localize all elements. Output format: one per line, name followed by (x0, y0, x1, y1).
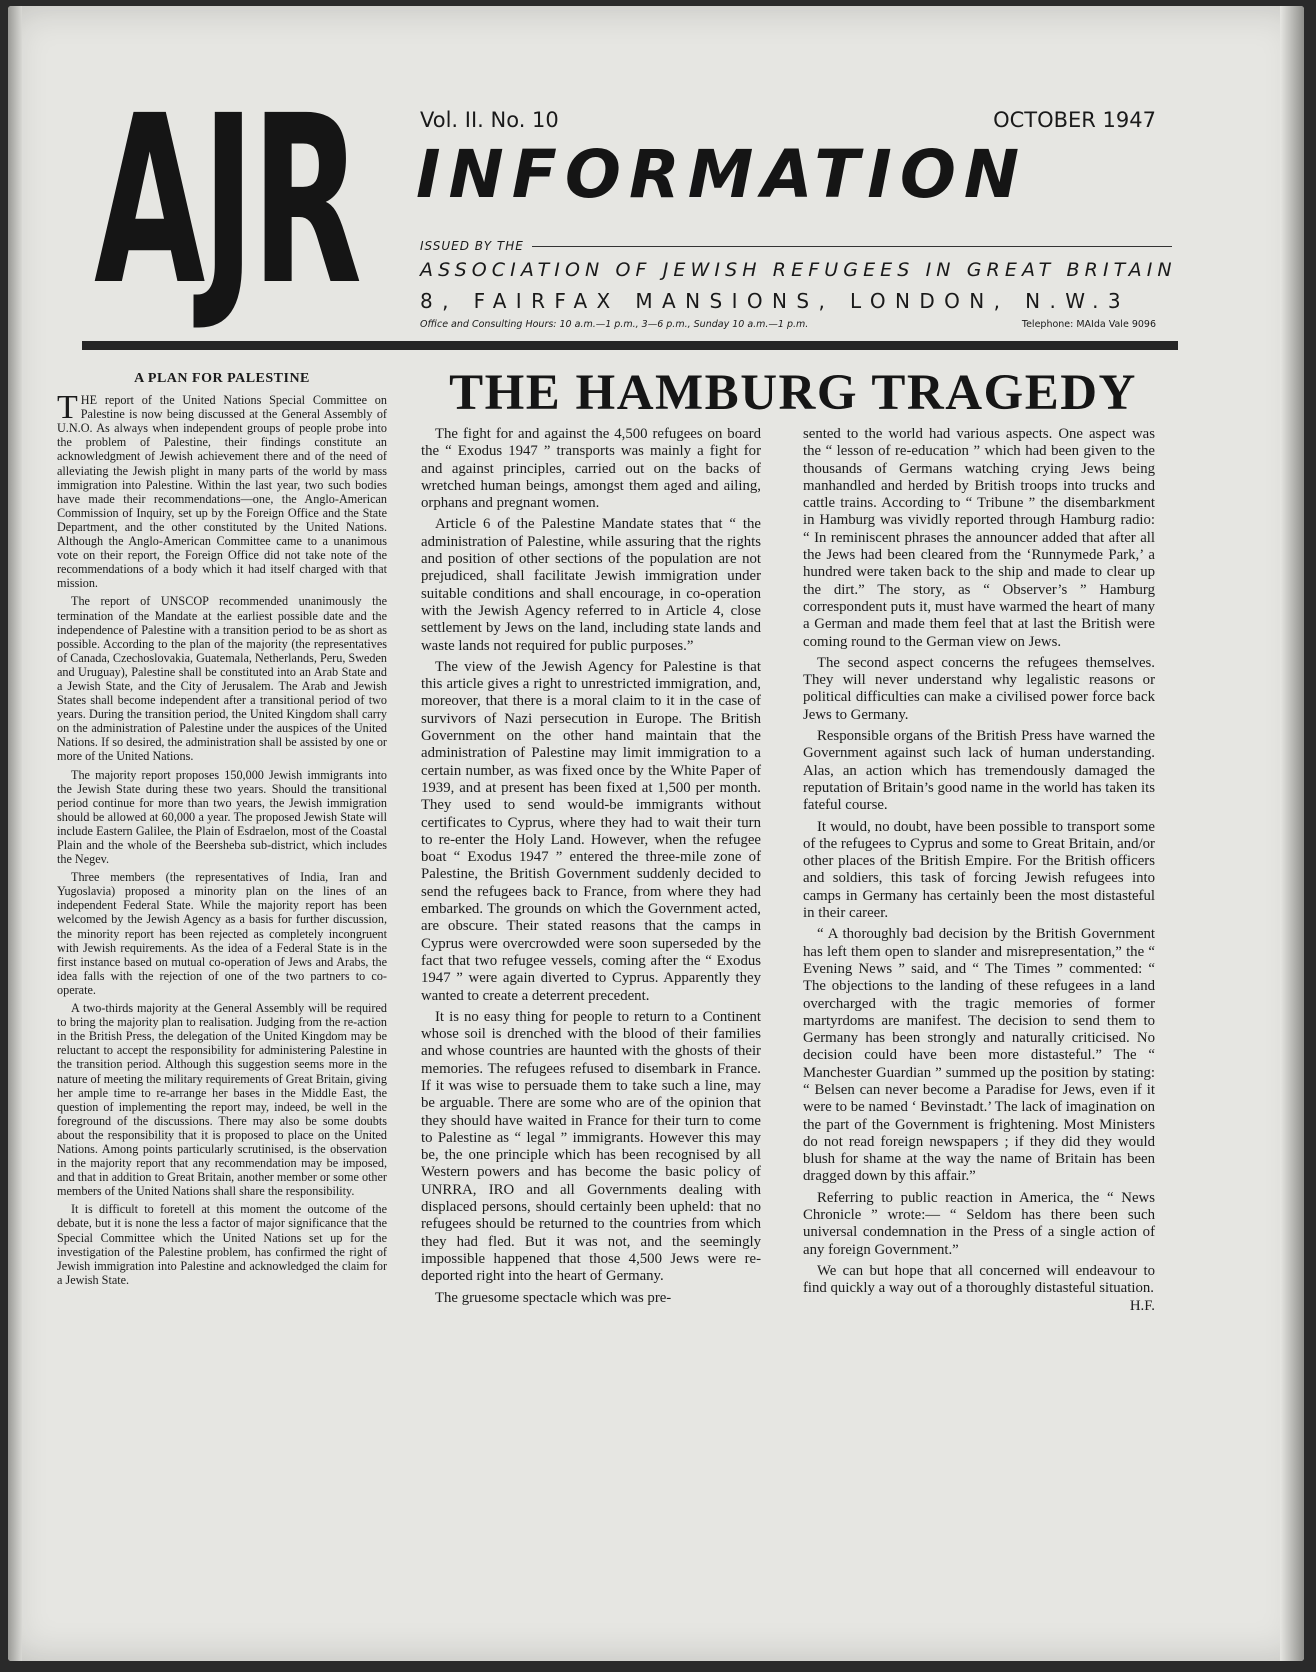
main-article-column-1 (421, 426, 761, 1311)
article-paragraph: THE report of the United Nations Special Committee on Palestine is now being discussed at the General Assembly of U.N.O. As always when independent groups of people probe into the problem of Palestine, their findings constitute an acknowledgment of Jewish achievement there and of the need of alleviating the Jewish plight in many parts of the world by mass immigration into Palestine. Within the last year, two such bodies have made their recommendations—one, the Anglo-American Commission of Inquiry, set up by the Foreign Office and the State Department, and the other constituted by the United Nations. Although the Anglo-American Committee came to a unanimous vote on their report, the Foreign Office did not take note of the recommendations of a body which it had itself charged with that mission. (57, 389, 387, 591)
article-paragraph: Three members (the representatives of India, Iran and Yugoslavia) proposed a minority plan on the lines of an independent Federal State. While the majority report has been welcomed by the Jewish Agency as a basis for further discussion, the minority report has been rejected as completely incongruent with Jewish requirements. As the idea of a Federal State is in the first instance based on mutual co-operation of Jews and Arabs, the idea falls with the rejection of one of the two partners to co-operate. (57, 870, 387, 997)
author-signature: H.F. (1129, 1297, 1155, 1314)
issued-by-row (420, 239, 1172, 253)
issued-by-label: ISSUED BY THE (420, 239, 524, 253)
article-heading: A PLAN FOR PALESTINE (134, 371, 310, 386)
newsletter-page (8, 6, 1304, 1661)
masthead-rule (82, 341, 1178, 350)
article-paragraph: It is no easy thing for people to return to a Continent whose soil is drenched with the blood of their families and whose countries are haunted with the ghosts of their memories. The refugees refused to disembark in France. If it was wise to persuade them to take such a line, may be arguable. There are some who are of the opinion that they should have waited in France for their turn to come to Palestine as “ legal ” immigrants. However this may be, the one principle which has been recognised by all Western powers and has become the basic policy of UNRRA, IRO and all Governments dealing with displaced persons, should certainly been upheld: that no refugees should be returned to the countries from which they had fled. But it was not, and the seemingly impossible happened that those 4,500 Jews were re-deported right into the heart of Germany. (421, 1008, 761, 1285)
article-paragraph: A two-thirds majority at the General Assembly will be required to bring the majority plan to realisation. Judging from the re-action in the British Press, the delegation of the United Kingdom may be reluctant to accept the responsibility for administering Palestine in the transition period. Although this suggestion seems more in the nature of meeting the military requirements of Great Britain, giving her ample time to re-arrange her bases in the Middle East, the question of implementing the report may, indeed, be well in the foreground of the discussions. There may also be some doubts about the responsibility that it is proposed to place on the United Nations. Among points particularly scrutinised, is the observation in the majority report that any recommendation may be imposed, and that in addition to Great Britain, another member or some other members of the United Nations shall share the responsibility. (57, 1001, 387, 1199)
article-paragraph: sented to the world had various aspects. One aspect was the “ lesson of re-education ” which had been given to the thousands of Germans watching crying Jews being manhandled and herded by British troops into trucks and cattle trains. According to “ Tribune ” the disembarkment in Hamburg was vividly reported through Hamburg radio: “ In reminiscent phrases the announcer added that after all the Jews had been cleared from the ‘Runnymede Park,’ a hundred were taken back to the ship and made to clear up the dirt.” The story, as “ Observer’s ” Hamburg correspondent puts it, must have warmed the heart of many a German and made them feel that at last the British were coming round to the German view on Jews. (803, 426, 1155, 650)
office-address: 8, FAIRFAX MANSIONS, LONDON, N.W.3 (420, 289, 1131, 313)
office-hours: Office and Consulting Hours: 10 a.m.—1 p.m., 3—6 p.m., Sunday 10 a.m.—1 p.m. (420, 319, 809, 330)
article-paragraph: We can but hope that all concerned will endeavour to find quickly a way out of a thoroughly distasteful situation. H.F. (803, 1262, 1155, 1314)
association-name: ASSOCIATION OF JEWISH REFUGEES IN GREAT BRITAIN (420, 259, 1177, 281)
page-edge-shadow (1280, 6, 1304, 1661)
telephone-number: Telephone: MAIda Vale 9096 (1021, 319, 1156, 330)
article-paragraph: The gruesome spectacle which was pre- (435, 1289, 672, 1306)
article-paragraph: The fight for and against the 4,500 refugees on board the “ Exodus 1947 ” transports was mainly a fight for and against principles, carried out on the backs of wretched human beings, amongst them aged and ailing, orphans and pregnant women. (421, 426, 761, 512)
article-paragraph: The second aspect concerns the refugees themselves. They will never understand why legalistic reasons or political difficulties can make a civilised power force back Jews to Germany. (803, 654, 1155, 723)
page-spine (8, 6, 22, 1661)
article-paragraph: “ A thoroughly bad decision by the British Government has left them open to slander and misrepresentation,” the “ Evening News ” said, and “ The Times ” commented: “ The objections to the landing of these refugees in a land overcharged with the tragic memories of former martyrdoms are manifest. The decision to send them to Germany has been strongly and naturally criticised. No decision could have been more distasteful.” The “ Manchester Guardian ” summed up the position by stating: “ Belsen can never become a Paradise for Jews, even if it were to be named ‘ Bevinstadt.’ The lack of imagination on the part of the Government is frightening. Most Ministers do not read foreign newspapers ; if they did they would blush for shame at the way the name of Britain has been dragged down by this affair.” (803, 926, 1155, 1185)
volume-number: Vol. II. No. 10 (420, 108, 559, 132)
drop-cap: T (57, 389, 78, 427)
article-paragraph: The report of UNSCOP recommended unanimously the termination of the Mandate at the earliest possible date and the independence of Palestine with a transition period to be as short as possible. According to the plan of the majority (the representatives of Canada, Czechoslovakia, Guatemala, Netherlands, Peru, Sweden and Uruguay), Palestine shall be constituted into an Arab State and a Jewish State, and the City of Jerusalem. The Arab and Jewish States shall become independent after a transitional period of two years. During the transition period, the United Kingdom shall carry on the administration of Palestine under the auspices of the United Nations. If so desired, the administration shall be assisted by one or more of the United Nations. (57, 594, 387, 764)
article-paragraph: It would, no doubt, have been possible to transport some of the refugees to Cyprus and some to Great Britain, and/or other places of the British Empire. For the British officers and soldiers, this task of forcing Jewish refugees into camps in Germany has certainly been the most distasteful in their career. (803, 818, 1155, 922)
issue-date: OCTOBER 1947 (993, 108, 1156, 132)
article-paragraph: Referring to public reaction in America, the “ News Chronicle ” wrote:— “ Seldom has there been such universal condemnation in the Press of a single action of any foreign Government.” (803, 1189, 1155, 1258)
article-paragraph: Article 6 of the Palestine Mandate states that “ the administration of Palestine, while assuring that the rights and position of other sections of the population are not prejudiced, shall facilitate Jewish immigration under suitable conditions and shall encourage, in co-operation with the Jewish Agency referred to in Article 4, close settlement by Jews on the land, including state lands and waste lands not required for public purposes.” (421, 516, 761, 654)
article-paragraph: The majority report proposes 150,000 Jewish immigrants into the Jewish State during these two years. Should the transitional period continue for more than two years, the Jewish immigration should be allowed at 60,000 a year. The proposed Jewish State will include Eastern Galilee, the Plain of Esdraelon, most of the Coastal Plain and the whole of the Beersheba sub-district, which includes the Negev. (57, 767, 387, 867)
article-paragraph: It is difficult to foretell at this moment the outcome of the debate, but it is none the less a factor of major significance that the Special Committee which the United Nations set up for the investigation of the Palestine problem, has confirmed the right of Jewish immigration into Palestine and acknowledged the claim for a Jewish State. (57, 1202, 387, 1287)
article-paragraph: Responsible organs of the British Press have warned the Government against such lack of human understanding. Alas, an action which has tremendously damaged the reputation of Britain’s good name in the world has taken its fateful course. (803, 728, 1155, 814)
ajr-logo-text: AJR (94, 66, 359, 336)
newsletter-title: INFORMATION (416, 136, 1028, 213)
ajr-logo (94, 66, 402, 336)
main-article-column-2 (803, 426, 1155, 1315)
issued-by-rule (532, 246, 1172, 247)
article-paragraph: The view of the Jewish Agency for Palestine is that this article gives a right to unrestricted immigration, and, moreover, that there is a moral claim to it in the case of survivors of Nazi persecution in Europe. The British Government on the other hand maintain that the administration of Palestine may limit immigration to a certain number, as was fixed once by the White Paper of 1939, and at present has been fixed at 1,500 per month. They used to send would-be immigrants without certificates to Cyprus, where they had to wait their turn to re-enter the Holy Land. However, when the refugee boat “ Exodus 1947 ” entered the three-mile zone of Palestine, the British Government suddenly decided to send the refugees back to France, from where they had embarked. The grounds on which the Government acted, are obscure. Their stated reasons that the camps in Cyprus were overcrowded were soon superseded by the fact that two refugee vessels, coming after the “ Exodus 1947 ” were again diverted to Cyprus. Apparently they wanted to create a deterrent precedent. (421, 658, 761, 1004)
plan-for-palestine-article (57, 372, 387, 1291)
main-headline: THE HAMBURG TRAGEDY (449, 365, 1137, 421)
